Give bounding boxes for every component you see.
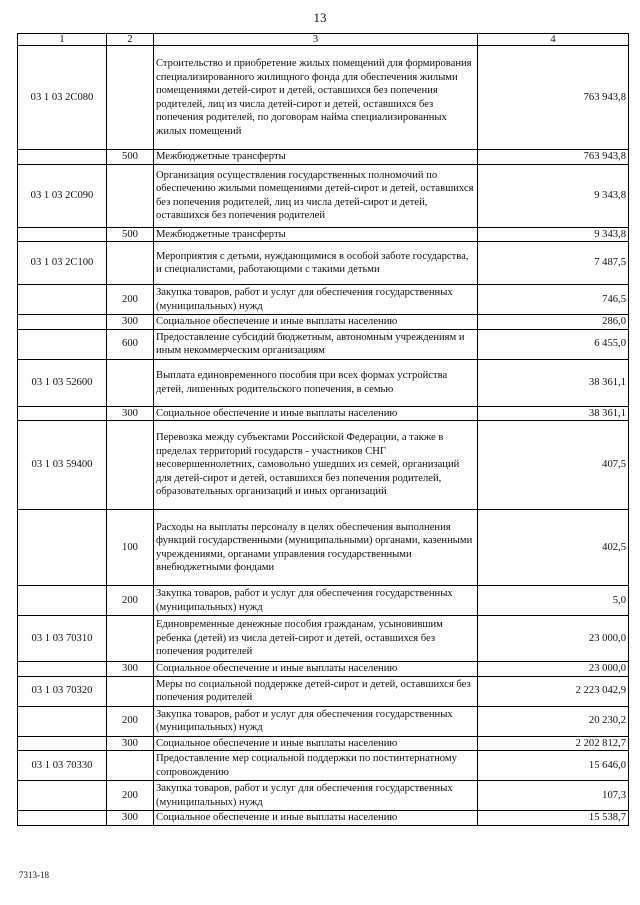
row-name: Выплата единовременного пособия при всех формах устройства детей, лишенных родительского попечения, в семью: [154, 359, 478, 406]
row-name: Социальное обеспечение и иные выплаты населению: [154, 315, 478, 330]
row-amount: 23 000,0: [478, 616, 629, 662]
row-expense-type: 200: [107, 781, 154, 811]
footer-code: 7313-18: [19, 870, 49, 880]
table-row: [18, 662, 629, 677]
budget-table: [17, 33, 629, 826]
row-code: [18, 150, 107, 165]
row-expense-type: 500: [107, 227, 154, 242]
table-row: [18, 421, 629, 510]
row-amount: 15 646,0: [478, 751, 629, 781]
row-expense-type: 300: [107, 736, 154, 751]
row-name: Перевозка между субъектами Российской Федерации, а также в пределах территорий государств - участников СНГ несовершеннолетних, самовольно ушедших из семей, организаций для детей-сирот и детей, оставшихся без попечения родителей, образовательных организаций и иных организаций: [154, 421, 478, 510]
table-row: [18, 164, 629, 227]
table-row: [18, 781, 629, 811]
row-code: [18, 706, 107, 736]
row-name: Строительство и приобретение жилых помещений для формирования специализированного жилищного фонда для обеспечения жилыми помещениями детей-сирот и детей, оставшихся без попечения родителей, лиц из числа детей-сирот и детей, оставшихся без попечения родителей, по договорам найма специализированных жилых помещений: [154, 46, 478, 150]
row-name: Предоставление мер социальной поддержки по постинтернатному сопровождению: [154, 751, 478, 781]
row-amount: 7 487,5: [478, 242, 629, 285]
table-row: [18, 329, 629, 359]
row-code: [18, 811, 107, 826]
row-code: [18, 285, 107, 315]
row-expense-type: 100: [107, 510, 154, 586]
row-code: [18, 406, 107, 421]
row-code: 03 1 03 2C090: [18, 164, 107, 227]
row-name: Закупка товаров, работ и услуг для обеспечения государственных (муниципальных) нужд: [154, 781, 478, 811]
row-code: [18, 315, 107, 330]
table-row: [18, 736, 629, 751]
row-name: Закупка товаров, работ и услуг для обеспечения государственных (муниципальных) нужд: [154, 586, 478, 616]
row-amount: 15 538,7: [478, 811, 629, 826]
row-name: Единовременные денежные пособия гражданам, усыновившим ребенка (детей) из числа детей-сирот и детей, оставшихся без попечения родителей: [154, 616, 478, 662]
row-code: [18, 329, 107, 359]
row-amount: 107,3: [478, 781, 629, 811]
row-expense-type: 600: [107, 329, 154, 359]
row-amount: 23 000,0: [478, 662, 629, 677]
row-name: Меры по социальной поддержке детей-сирот и детей, оставшихся без попечения родителей: [154, 676, 478, 706]
row-amount: 286,0: [478, 315, 629, 330]
row-name: Закупка товаров, работ и услуг для обеспечения государственных (муниципальных) нужд: [154, 285, 478, 315]
table-row: [18, 150, 629, 165]
row-code: 03 1 03 2C100: [18, 242, 107, 285]
row-expense-type: [107, 676, 154, 706]
row-expense-type: [107, 46, 154, 150]
row-amount: 9 343,8: [478, 164, 629, 227]
row-code: [18, 736, 107, 751]
row-expense-type: 200: [107, 285, 154, 315]
row-name: Организация осуществления государственных полномочий по обеспечению жилыми помещениями детей-сирот и детей, оставшихся без попечения родителей, лиц из числа детей-сирот и детей, оставшихся без попечения родителей: [154, 164, 478, 227]
row-code: 03 1 03 70320: [18, 676, 107, 706]
table-row: [18, 406, 629, 421]
row-expense-type: 300: [107, 662, 154, 677]
row-amount: 407,5: [478, 421, 629, 510]
table-row: [18, 811, 629, 826]
row-amount: 2 223 042,9: [478, 676, 629, 706]
row-amount: 5,0: [478, 586, 629, 616]
row-code: 03 1 03 70330: [18, 751, 107, 781]
row-expense-type: [107, 616, 154, 662]
row-expense-type: 300: [107, 406, 154, 421]
row-name: Социальное обеспечение и иные выплаты населению: [154, 406, 478, 421]
row-code: 03 1 03 59400: [18, 421, 107, 510]
table-row: [18, 315, 629, 330]
row-amount: 763 943,8: [478, 150, 629, 165]
row-code: [18, 510, 107, 586]
row-expense-type: 200: [107, 586, 154, 616]
row-name: Закупка товаров, работ и услуг для обеспечения государственных (муниципальных) нужд: [154, 706, 478, 736]
table-row: [18, 359, 629, 406]
header-col-name: 3: [154, 34, 478, 46]
table-row: [18, 616, 629, 662]
row-amount: 38 361,1: [478, 406, 629, 421]
row-amount: 2 202 812,7: [478, 736, 629, 751]
row-amount: 20 230,2: [478, 706, 629, 736]
row-expense-type: 200: [107, 706, 154, 736]
row-name: Предоставление субсидий бюджетным, автономным учреждениям и иным некоммерческим организациям: [154, 329, 478, 359]
header-col-code: 1: [18, 34, 107, 46]
header-col-type: 2: [107, 34, 154, 46]
row-code: [18, 662, 107, 677]
row-name: Межбюджетные трансферты: [154, 227, 478, 242]
table-row: [18, 46, 629, 150]
table-row: [18, 676, 629, 706]
row-code: 03 1 03 70310: [18, 616, 107, 662]
row-code: [18, 227, 107, 242]
table-row: [18, 706, 629, 736]
table-row: [18, 227, 629, 242]
header-col-amount: 4: [478, 34, 629, 46]
row-code: 03 1 03 52600: [18, 359, 107, 406]
table-row: [18, 586, 629, 616]
row-amount: 9 343,8: [478, 227, 629, 242]
row-expense-type: 500: [107, 150, 154, 165]
row-expense-type: 300: [107, 315, 154, 330]
table-row: [18, 285, 629, 315]
row-amount: 763 943,8: [478, 46, 629, 150]
row-expense-type: [107, 164, 154, 227]
row-name: Межбюджетные трансферты: [154, 150, 478, 165]
row-name: Мероприятия с детьми, нуждающимися в особой заботе государства, и специалистами, работающими с такими детьми: [154, 242, 478, 285]
row-name: Расходы на выплаты персоналу в целях обеспечения выполнения функций государственными (муниципальными) органами, казенными учреждениями, органами управления государственными внебюджетными фондами: [154, 510, 478, 586]
row-expense-type: [107, 421, 154, 510]
row-expense-type: [107, 359, 154, 406]
row-code: 03 1 03 2C080: [18, 46, 107, 150]
table-header-row: [18, 34, 629, 46]
row-amount: 38 361,1: [478, 359, 629, 406]
row-amount: 402,5: [478, 510, 629, 586]
row-expense-type: 300: [107, 811, 154, 826]
row-name: Социальное обеспечение и иные выплаты населению: [154, 811, 478, 826]
row-amount: 746,5: [478, 285, 629, 315]
row-name: Социальное обеспечение и иные выплаты населению: [154, 736, 478, 751]
page-number: 13: [313, 10, 327, 25]
row-expense-type: [107, 242, 154, 285]
row-code: [18, 781, 107, 811]
row-amount: 6 455,0: [478, 329, 629, 359]
row-name: Социальное обеспечение и иные выплаты населению: [154, 662, 478, 677]
row-expense-type: [107, 751, 154, 781]
row-code: [18, 586, 107, 616]
table-row: [18, 510, 629, 586]
table-row: [18, 242, 629, 285]
table-row: [18, 751, 629, 781]
